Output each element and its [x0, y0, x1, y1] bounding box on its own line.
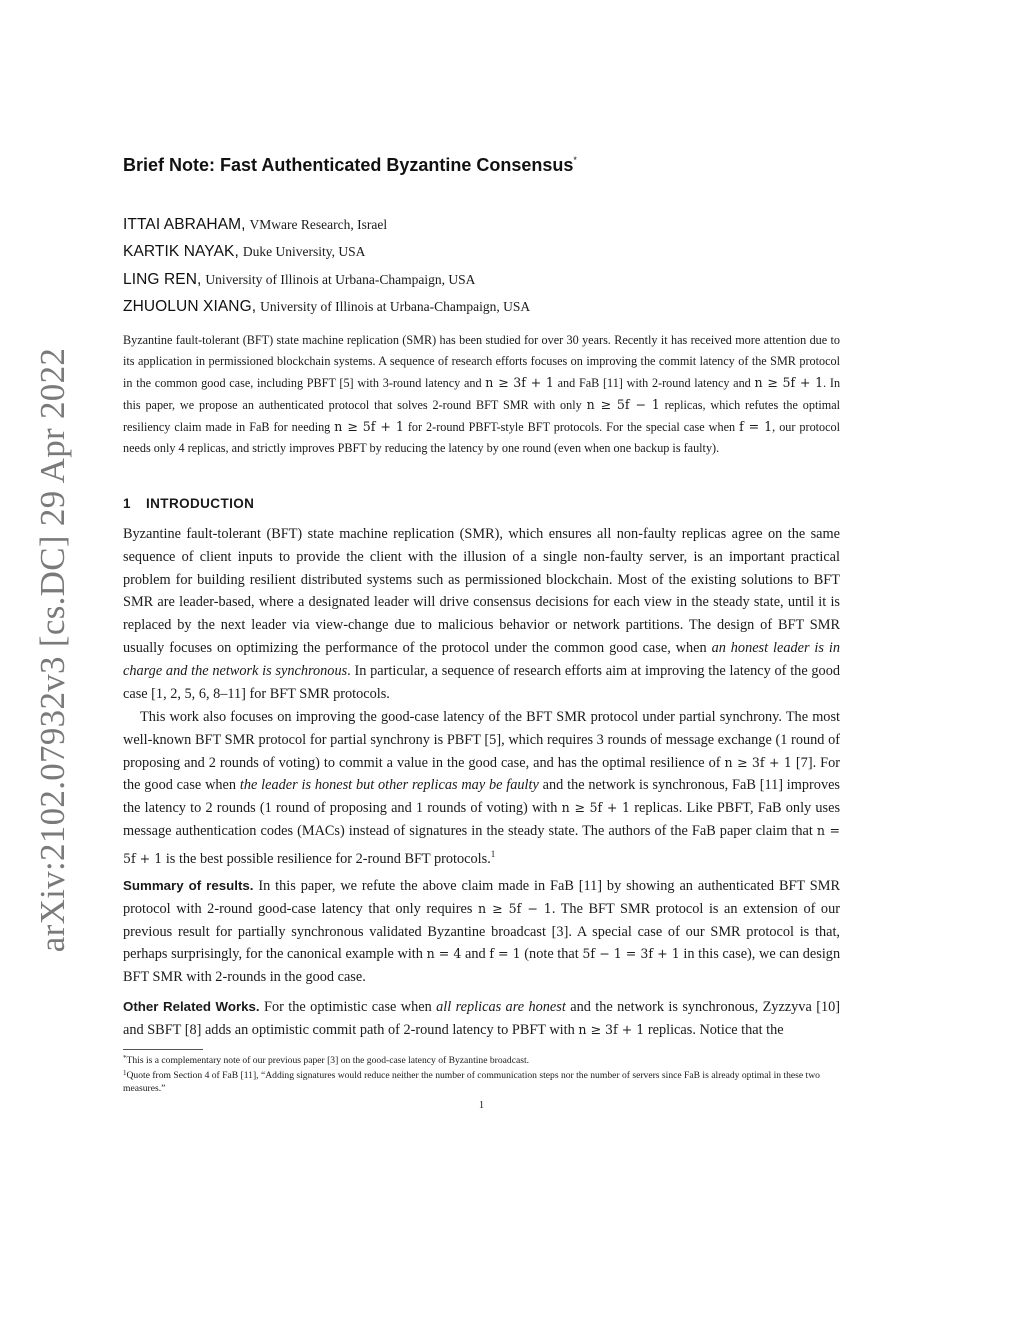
emphasized-text: the leader is honest but other replicas may be faulty: [239, 777, 539, 794]
section-number: 1: [123, 496, 131, 511]
abstract: [123, 330, 840, 459]
math-expression: n = 4: [426, 946, 462, 962]
author-name: ZHUOLUN XIANG,: [123, 297, 257, 315]
math-expression: n = 5f + 1: [123, 822, 841, 866]
footnote-marker: 1: [123, 1069, 127, 1078]
author-name: LING REN,: [123, 270, 202, 288]
paragraph-text: In this paper, we refute the above claim made in FaB [11] by showing an authenticated BFT SMR protocol with 2-round good-case latency that only requires: [123, 878, 841, 917]
footnote-reference[interactable]: 1: [490, 848, 496, 859]
paper-title-text: Brief Note: Fast Authenticated Byzantine Consensus: [123, 155, 574, 175]
math-expression: 5f − 1 = 3f + 1: [582, 946, 680, 962]
paragraph-text: replicas. Like PBFT, FaB only uses message authentication codes (MACs) instead of signatures in the steady state. The authors of the FaB paper claim that: [123, 800, 841, 839]
paragraph-text: and the network is synchronous, Zyzzyva [10] and SBFT [8] adds an optimistic commit path of 2-round latency to PBFT with: [123, 999, 841, 1038]
page-number: 1: [478, 1100, 485, 1111]
math-expression: n ≥ 5f − 1: [477, 900, 552, 916]
math-expression: n ≥ 5f + 1: [334, 419, 404, 434]
abstract-text: Byzantine fault-tolerant (BFT) state machine replication (SMR) has been studied for over 30 years. Recently it has received more attention due to its application in permissioned blockchain systems. A sequence of research efforts focuses on improving the commit latency of the SMR protocol in the common good case, including PBFT [5] with 3-round latency and: [123, 333, 840, 390]
author-affiliation: Duke University, USA: [242, 244, 366, 260]
author-list: [123, 211, 840, 320]
paragraph-text: [7]. For the good case when: [123, 754, 840, 794]
section-heading: [123, 496, 254, 511]
emphasized-text: an honest leader is in charge and the network is synchronous: [123, 639, 840, 679]
abstract-text: and FaB [11] with 2-round latency and: [557, 376, 751, 390]
title-footnote-marker: *: [573, 155, 577, 165]
footnotes: [123, 1052, 840, 1095]
paragraph-text: Byzantine fault-tolerant (BFT) state machine replication (SMR), which ensures all non-faulty replicas agree on the same sequence of client inputs to provide the client with the illusion of a single non-faulty server, is an important practical problem for building resilient distributed systems such as permissioned blockchain. Most of the existing solutions to BFT SMR are leader-based, where a designated leader will drive consensus decisions for each view in the steady state, until it is replaced by the next leader via view-change due to malicious behavior or network partitions. The design of BFT SMR usually focuses on optimizing the performance of the protocol under the common good case, when: [123, 526, 840, 656]
paper-title: [123, 155, 840, 176]
footnote-text: Quote from Section 4 of FaB [11], “Adding signatures would reduce neither the number of communication steps nor the number of servers since FaB is already optimal in these two measures.”: [123, 1070, 820, 1094]
abstract-text: replicas, which refutes the optimal resiliency claim made in FaB for needing: [123, 398, 841, 434]
abstract-text: , our protocol needs only 4 replicas, and strictly improves PBFT by reducing the latency by one round (even when one backup is faulty).: [123, 420, 841, 455]
paragraph-text: and: [465, 946, 486, 963]
paragraph-text: For the optimistic case when: [264, 999, 432, 1015]
run-in-heading: Summary of results.: [123, 878, 254, 893]
math-expression: n ≥ 5f − 1: [586, 397, 660, 412]
math-expression: n ≥ 3f + 1: [578, 1021, 645, 1037]
footnote-marker: *: [123, 1054, 127, 1062]
section-title: INTRODUCTION: [146, 496, 255, 511]
footnote-divider: [123, 1049, 203, 1050]
footnote: [123, 1052, 840, 1067]
math-expression: f = 1: [489, 946, 521, 962]
paragraph-text: and the network is synchronous, FaB [11] improves the latency to 2 rounds (1 round of proposing and 1 rounds of voting) with: [123, 777, 840, 817]
paragraph: [123, 875, 840, 989]
author-entry: [123, 266, 840, 293]
arxiv-identifier-stamp: arXiv:2102.07932v3 [cs.DC] 29 Apr 2022: [33, 347, 72, 953]
paragraph-text: . The BFT SMR protocol is an extension of our previous result for partially synchronous validated Byzantine broadcast [3]. A special case of our SMR protocol is that, perhaps surprisingly, for the canonical example with: [123, 900, 840, 963]
paragraph-text: . In particular, a sequence of research efforts aim at improving the latency of the good case [1, 2, 5, 6, 8–11] for BFT SMR protocols.: [123, 662, 840, 702]
paragraph-text: in this case), we can design BFT SMR with 2-rounds in the good case.: [123, 946, 841, 986]
paragraph: [123, 996, 840, 1042]
abstract-text: . In this paper, we propose an authenticated protocol that solves 2-round BFT SMR with only: [123, 376, 841, 412]
author-entry: [123, 293, 840, 320]
math-expression: f = 1: [739, 419, 773, 434]
author-entry: [123, 211, 840, 238]
author-entry: [123, 238, 840, 265]
math-expression: n ≥ 3f + 1: [485, 375, 554, 390]
author-affiliation: University of Illinois at Urbana-Champaign, USA: [205, 271, 476, 287]
author-name: KARTIK NAYAK,: [123, 243, 239, 261]
author-affiliation: VMware Research, Israel: [249, 217, 388, 232]
paragraph: [123, 523, 840, 705]
author-name: ITTAI ABRAHAM,: [123, 216, 246, 233]
emphasized-text: all replicas are honest: [436, 999, 566, 1015]
footnote: [123, 1067, 840, 1095]
math-expression: n ≥ 3f + 1: [724, 754, 792, 770]
paragraph-text: is the best possible resilience for 2-round BFT protocols.: [165, 850, 491, 867]
run-in-heading: Other Related Works.: [123, 999, 260, 1014]
abstract-text: for 2-round PBFT-style BFT protocols. For the special case when: [407, 420, 736, 434]
author-affiliation: University of Illinois at Urbana-Champaign, USA: [260, 298, 531, 314]
paragraph-text: This work also focuses on improving the good-case latency of the BFT SMR protocol under partial synchrony. The most well-known BFT SMR protocol for partial synchrony is PBFT [5], which requires 3 rounds of message exchange (1 round of proposing and 2 rounds of voting) to commit a value in the good case, and has the optimal resilience of: [123, 709, 840, 771]
paragraph-text: (note that: [524, 946, 579, 963]
paragraph: [123, 706, 840, 871]
paragraph-text: replicas. Notice that the: [647, 1021, 784, 1038]
math-expression: n ≥ 5f + 1: [561, 800, 631, 816]
math-expression: n ≥ 5f + 1: [754, 375, 824, 390]
footnote-text: This is a complementary note of our previous paper [3] on the good-case latency of Byzantine broadcast.: [126, 1055, 530, 1066]
